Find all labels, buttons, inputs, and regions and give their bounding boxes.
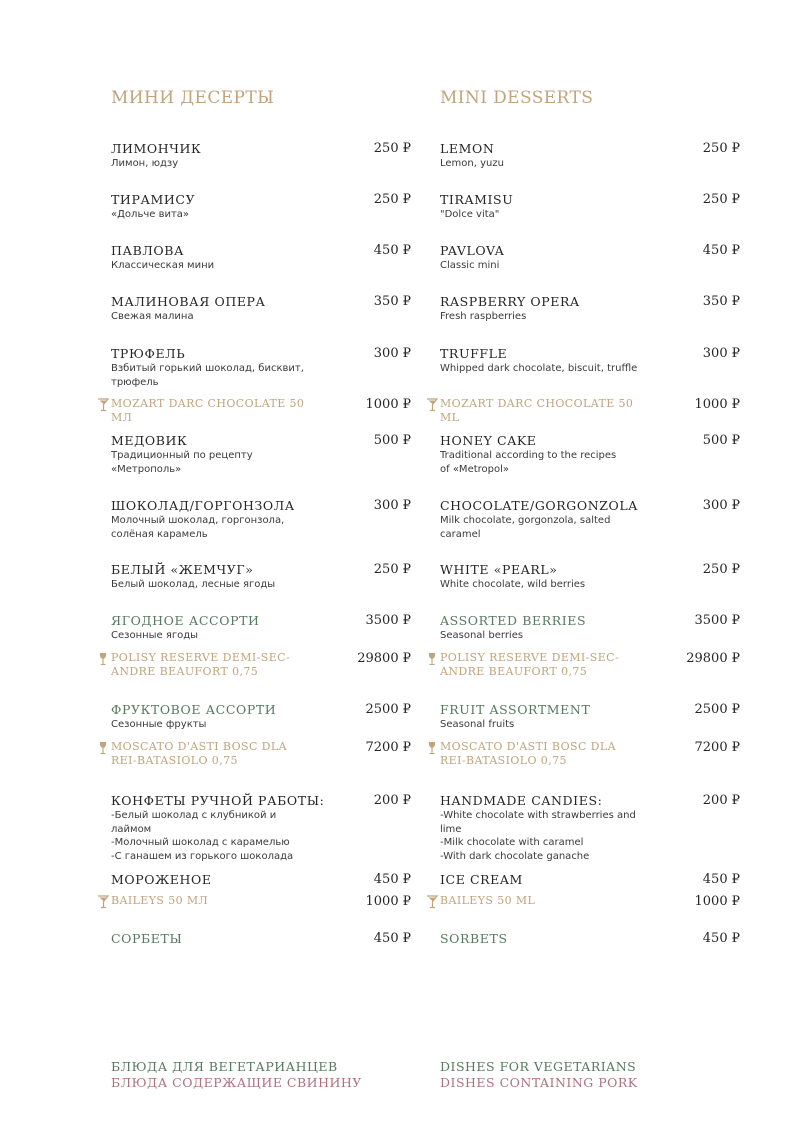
menu-item-description: Взбитый горький шоколад, бисквит, трюфель [111, 363, 304, 388]
menu-item [111, 433, 411, 476]
menu-item-price: 450 ₽ [373, 872, 411, 887]
menu-item [440, 740, 740, 768]
menu-item-description: Лимон, юдзу [111, 158, 179, 169]
menu-item-price: 300 ₽ [373, 346, 411, 361]
menu-item [111, 651, 411, 679]
menu-item-description: «Дольче вита» [111, 209, 190, 220]
menu-item-name: HANDMADE CANDIES: [440, 793, 603, 808]
menu-item-price: 250 ₽ [373, 141, 411, 156]
menu-item [111, 498, 411, 541]
menu-item-name: BAILEYS 50 ML [440, 894, 536, 907]
menu-item [111, 141, 411, 171]
menu-item-name: ICE CREAM [440, 872, 523, 887]
menu-item-description: Classic mini [440, 260, 500, 271]
section-heading: МИНИ ДЕСЕРТЫ [111, 88, 275, 108]
menu-item-name: МАЛИНОВАЯ ОПЕРА [111, 294, 266, 309]
cocktail-glass-icon [426, 894, 438, 908]
menu-item-price: 2500 ₽ [694, 702, 740, 717]
menu-item-name: POLISY RESERVE DEMI-SEC-ANDRE BEAUFORT 0,75 [111, 651, 291, 678]
wine-glass-icon [97, 651, 109, 665]
menu-item-name: БЕЛЫЙ «ЖЕМЧУГ» [111, 562, 254, 577]
menu-item [440, 894, 740, 908]
menu-item [111, 294, 411, 324]
menu-item-name: MOSCATO D'ASTI BOSC DLA REI-BATASIOLO 0,75 [440, 740, 616, 767]
menu-item-price: 200 ₽ [373, 793, 411, 808]
menu-item [111, 613, 411, 643]
menu-item [111, 872, 411, 887]
menu-item-name: FRUIT ASSORTMENT [440, 702, 591, 717]
menu-item-description: Fresh raspberries [440, 311, 527, 322]
menu-item-price: 2500 ₽ [365, 702, 411, 717]
menu-item-name: ЛИМОНЧИК [111, 141, 202, 156]
menu-item-description: -Белый шоколад с клубникой и лаймом -Молочный шоколад с карамелью -С ганашем из горького шоколада [111, 810, 294, 862]
menu-item-description: Seasonal fruits [440, 719, 515, 730]
menu-item-description: Whipped dark chocolate, biscuit, truffle [440, 363, 638, 374]
menu-item-price: 450 ₽ [702, 931, 740, 946]
menu-item-price: 250 ₽ [702, 192, 740, 207]
menu-item-name: ФРУКТОВОЕ АССОРТИ [111, 702, 277, 717]
section-heading: MINI DESSERTS [440, 88, 594, 108]
menu-item-description: Сезонные ягоды [111, 630, 199, 641]
menu-item-description: Традиционный по рецепту «Метрополь» [111, 450, 253, 475]
menu-item-price: 250 ₽ [702, 141, 740, 156]
menu-item-price: 300 ₽ [373, 498, 411, 513]
wine-glass-icon [97, 740, 109, 754]
menu-item [440, 562, 740, 592]
menu-item [440, 397, 740, 425]
menu-item-description: Белый шоколад, лесные ягоды [111, 579, 276, 590]
menu-item [111, 894, 411, 908]
menu-item-price: 450 ₽ [373, 931, 411, 946]
menu-item-description: Lemon, yuzu [440, 158, 504, 169]
menu-item-name: MOZART DARC CHOCOLATE 50 МЛ [111, 397, 305, 424]
menu-item [111, 192, 411, 222]
menu-item-name: WHITE «PEARL» [440, 562, 558, 577]
menu-item-price: 250 ₽ [702, 562, 740, 577]
menu-item-name: СОРБЕТЫ [111, 931, 183, 946]
menu-item [440, 433, 740, 476]
menu-item-name: MOSCATO D'ASTI BOSC DLA REI-BATASIOLO 0,75 [111, 740, 287, 767]
menu-item-price: 1000 ₽ [365, 397, 411, 412]
menu-item [440, 141, 740, 171]
menu-item [440, 498, 740, 541]
menu-item [440, 793, 740, 863]
menu-item-description: Milk chocolate, gorgonzola, salted caramel [440, 515, 611, 540]
menu-item-name: RASPBERRY OPERA [440, 294, 580, 309]
menu-item-price: 3500 ₽ [694, 613, 740, 628]
menu-item-price: 250 ₽ [373, 562, 411, 577]
menu-item-name: ТРЮФЕЛЬ [111, 346, 186, 361]
menu-item-name: POLISY RESERVE DEMI-SEC-ANDRE BEAUFORT 0,75 [440, 651, 620, 678]
legend-vegetarian: DISHES FOR VEGETARIANS [440, 1059, 637, 1074]
menu-item-price: 1000 ₽ [365, 894, 411, 909]
menu-item-price: 350 ₽ [373, 294, 411, 309]
legend [440, 1059, 638, 1091]
menu-item [111, 702, 411, 732]
menu-item-description: Свежая малина [111, 311, 194, 322]
legend-pork: DISHES CONTAINING PORK [440, 1075, 638, 1090]
menu-item-description: Seasonal berries [440, 630, 524, 641]
menu-item [111, 346, 411, 389]
menu-item-price: 7200 ₽ [694, 740, 740, 755]
menu-item-name: ТИРАМИСУ [111, 192, 196, 207]
menu-item-description: Классическая мини [111, 260, 215, 271]
menu-item-price: 500 ₽ [702, 433, 740, 448]
menu-item [440, 294, 740, 324]
menu-item-name: TRUFFLE [440, 346, 508, 361]
menu-item-price: 7200 ₽ [365, 740, 411, 755]
menu-item-name: ASSORTED BERRIES [440, 613, 587, 628]
legend-vegetarian: БЛЮДА ДЛЯ ВЕГЕТАРИАНЦЕВ [111, 1059, 338, 1074]
menu-item-price: 450 ₽ [702, 872, 740, 887]
menu-item [440, 872, 740, 887]
menu-item-price: 450 ₽ [373, 243, 411, 258]
menu-item-name: КОНФЕТЫ РУЧНОЙ РАБОТЫ: [111, 793, 325, 808]
menu-item-description: "Dolce vita" [440, 209, 500, 220]
menu-item [111, 243, 411, 273]
menu-item-name: HONEY CAKE [440, 433, 537, 448]
menu-item [440, 613, 740, 643]
menu-item [440, 346, 740, 376]
menu-item [440, 931, 740, 946]
menu-item-name: LEMON [440, 141, 495, 156]
menu-item-price: 3500 ₽ [365, 613, 411, 628]
menu-item-name: MOZART DARC CHOCOLATE 50 ML [440, 397, 634, 424]
menu-item-price: 200 ₽ [702, 793, 740, 808]
menu-item-name: CHOCOLATE/GORGONZOLA [440, 498, 638, 513]
menu-item [440, 651, 740, 679]
menu-item-name: ЯГОДНОЕ АССОРТИ [111, 613, 260, 628]
legend-pork: БЛЮДА СОДЕРЖАЩИЕ СВИНИНУ [111, 1075, 362, 1090]
menu-item-price: 300 ₽ [702, 346, 740, 361]
menu-item-description: Молочный шоколад, горгонзола, солёная карамель [111, 515, 285, 540]
menu-item-price: 300 ₽ [702, 498, 740, 513]
menu-item [111, 931, 411, 946]
menu-item-name: ПАВЛОВА [111, 243, 185, 258]
menu-item-description: Traditional according to the recipes of «Metropol» [440, 450, 617, 475]
wine-glass-icon [426, 740, 438, 754]
menu-item-price: 450 ₽ [702, 243, 740, 258]
menu-item-price: 250 ₽ [373, 192, 411, 207]
menu-item-price: 350 ₽ [702, 294, 740, 309]
menu-item [111, 562, 411, 592]
cocktail-glass-icon [426, 397, 438, 411]
menu-item-price: 29800 ₽ [686, 651, 740, 666]
menu-item-description: -White chocolate with strawberries and lime -Milk chocolate with caramel -With dark chocolate ganache [440, 810, 636, 862]
menu-item [111, 397, 411, 425]
menu-item-name: BAILEYS 50 МЛ [111, 894, 209, 907]
menu-item [440, 702, 740, 732]
menu-item-name: МОРОЖЕНОЕ [111, 872, 212, 887]
menu-item [440, 192, 740, 222]
menu-item-name: PAVLOVA [440, 243, 505, 258]
menu-item [111, 740, 411, 768]
menu-item-description: Сезонные фрукты [111, 719, 207, 730]
menu-item-name: ШОКОЛАД/ГОРГОНЗОЛА [111, 498, 295, 513]
menu-item-price: 29800 ₽ [357, 651, 411, 666]
menu-item-description: White chocolate, wild berries [440, 579, 586, 590]
cocktail-glass-icon [97, 397, 109, 411]
menu-item-name: TIRAMISU [440, 192, 514, 207]
menu-item-name: SORBETS [440, 931, 508, 946]
wine-glass-icon [426, 651, 438, 665]
menu-item-price: 1000 ₽ [694, 397, 740, 412]
menu-item-name: МЕДОВИК [111, 433, 188, 448]
menu-item-price: 500 ₽ [373, 433, 411, 448]
legend [111, 1059, 362, 1091]
menu-item [111, 793, 411, 863]
menu-item [440, 243, 740, 273]
cocktail-glass-icon [97, 894, 109, 908]
menu-item-price: 1000 ₽ [694, 894, 740, 909]
